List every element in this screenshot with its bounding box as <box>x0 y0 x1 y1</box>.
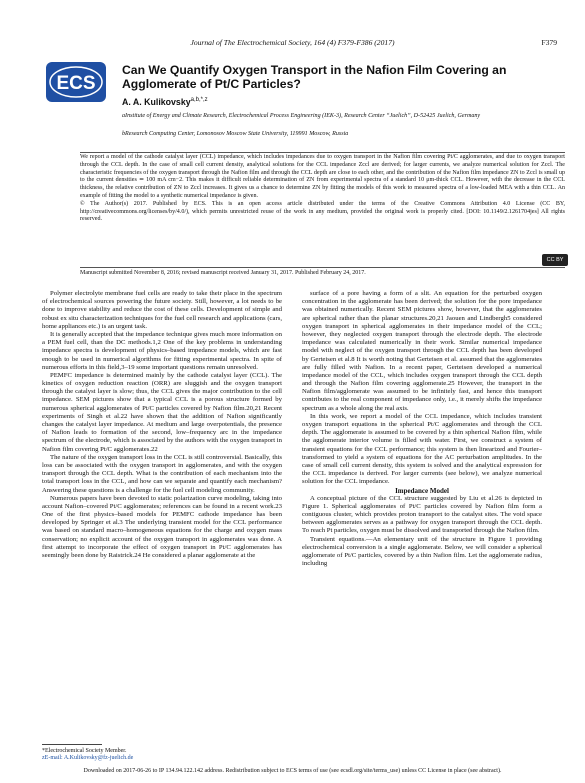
page-number: F379 <box>541 38 557 47</box>
section-heading: Impedance Model <box>395 486 449 495</box>
article-title: Can We Quantify Oxygen Transport in the Nafion Film Covering an Agglomerate of Pt/C Particles? <box>122 63 507 91</box>
cc-by-badge[interactable]: CC BY <box>542 254 568 266</box>
download-footer: Downloaded on 2017-06-26 to IP 134.94.122.142 address. Redistribution subject to ECS terms of use (see ecsdl.org/site/terms_use) unless CC License in place (see abstract). <box>83 768 502 774</box>
author-superscripts: a,b,*,z <box>190 97 208 104</box>
abstract-text: We report a model of the cathode catalyst layer (CCL) impedance, which includes impedances due to oxygen transport in the Nafion film covering Pt/C agglomerates, and due to oxygen transport through the CCL depth. In the case of small cell current density, analytical solutions for the CCL impedance Zccl are derived; for larger currents, we analyze numerical solution for Zccl. The characteristic frequencies of the oxygen transport through the Nafion film and through the CCL depth are close to each other, and the contribution of the Nafion film impedance ZN to Zccl is small up to the current densities ≃ 100 mA cm−2. This makes it difficult reliable determination of ZN from experimental spectra of a standard 10 μm-thick CCL. However, with the decrease in the CCL thickness, the relative contribution of ZN to Zccl increases. It gives us a chance to determine ZN by fitting the models of this work to measured spectra of a low-loaded MEA with a thin CCL. An example of fitting the model to a synthetic numerical impedance is given. <box>80 154 565 199</box>
paragraph: surface of a pore having a form of a slit. An equation for the perturbed oxygen concentration in the agglomerate has been derived; the solution for the pore impedance was obtained numerically. Recent SEM pictures show, however, that the agglomerates are spherical rather than the planar structures.20,21 Jaouen and Lindbergh5 considered oxygen transport in spherical agglomerates in their impedance model of the CCL; however, they neglected oxygen transport through the electrode depth. The electrode impedance was calculated numerically in their work. Similar numerical impedance model with neglect of the oxygen transport through the CCL depth has been developed by Gerteisen et al.8 It is worth noting that Gerteisen et al. assumed that the agglomerates are fully filled with Nafion. In a recent paper, Gerteisen developed a numerical impedance model of the CCL, which includes oxygen transport through the CCL depth and through the Nafion film covering agglomerate.25 However, the transport in the Nafion film/agglomerate was assumed to be infinitely fast, and hence this transport contributes to the real component of impedance only, i.e., it merely shifts the impedance spectrum as a whole along the real axis. <box>302 290 542 412</box>
paragraph: Numerous papers have been devoted to static polarization curve modeling, taking into account Nafion–covered Pt/C agglomerates; references can be found in a recent work.23 One of the first physics–based models for PEMFC cathode impedance has been developed by Springer et al.3 The underlying transient model for the CCL performance was based on standard macro–homogeneous equations for the charge and oxygen mass conservation; no explicit account of the oxygen transport in agglomerates was done. A first attempt to incorporate the effect of oxygen transport in Pt/C agglomerates has seemingly been done by Raistrick.24 He considered a planar agglomerate at the <box>42 494 282 559</box>
manuscript-dates: Manuscript submitted November 8, 2016; revised manuscript received January 31, 2017. Published February 24, 2017. <box>80 270 366 276</box>
right-column <box>302 290 542 568</box>
footnote-member: *Electrochemical Society Member. <box>42 748 127 754</box>
license-text: © The Author(s) 2017. Published by ECS. This is an open access article distributed under the terms of the Creative Commons Attribution 4.0 License (CC BY, http://creativecommons.org/licenses/by/4.0/), which permits unrestricted reuse of the work in any medium, provided the original work is properly cited. [DOI: 10.1149/2.1261704jes] All rights reserved. <box>80 200 565 223</box>
paragraph: PEMFC impedance is determined mainly by the cathode catalyst layer (CCL). The kinetics of oxygen reduction reaction (ORR) are sluggish and the oxygen transport through the catalyst layer is slow; thus, the CCL gives the major contribution to the cell impedance. SEM pictures show that a typical CCL is a porous structure formed by numerous spherical agglomerates of Pt/C particles covered by Nafion film.20,21 Recent experiments of Singh et al.22 have shown that the addition of Nafion significantly changes the catalyst layer impedance. At medium and large overpotentials, the presence of Nafion leads to formation of the second, low–frequency arc in the impedance spectrum of the electrode, which is associated by the authors with the oxygen transport in Nafion film covering Pt/C agglomerates.22 <box>42 371 282 453</box>
ecs-logo <box>46 62 106 102</box>
footnote-email[interactable]: zE-mail: A.Kulikovsky@fz-juelich.de <box>42 755 134 761</box>
paragraph: In this work, we report a model of the CCL impedance, which includes transient oxygen transport equations in the spherical Pt/C agglomerates and through the CCL depth. The agglomerate is assumed to be covered by a thin spherical Nafion film, while the agglomerate interior volume is filled with water. First, we construct a system of transient equations for the CCL performance; this system is then linearized and Fourier–transformed to yield a system of equations for the AC perturbation amplitudes. In the case of small cell current density, this system is solved and the analytical expression for the CCL impedance is derived. For larger currents (see below), we analyze numerical solution for the CCL impedance. <box>302 412 542 486</box>
footnotes <box>42 748 282 762</box>
ecs-logo-text: ECS <box>56 73 96 94</box>
author-line <box>122 97 208 107</box>
affiliation-a: aInstitute of Energy and Climate Research, Electrochemical Process Engineering (IEK-3), Research Center “Juelich”, D-52425 Juelich, Germany <box>122 113 481 119</box>
author-name: A. A. Kulikovsky <box>122 97 191 107</box>
footnote-rule <box>42 744 102 745</box>
abstract <box>80 154 565 224</box>
affiliation-b: bResearch Computing Center, Lomonosov Moscow State University, 119991 Moscow, Russia <box>122 131 349 137</box>
journal-header: Journal of The Electrochemical Society, 164 (4) F379-F386 (2017) <box>190 38 395 47</box>
paragraph: The nature of the oxygen transport loss in the CCL is still controversial. Basically, this loss can be associated with the oxygen transport in agglomerates, and with the oxygen transport through the CCL depth. What is the contribution of each mechanism into the total transport loss in the CCL, and how can we separate and quantify each mechanism? Answering these questions is a challenge for the fuel cell modeling community. <box>42 453 282 494</box>
paragraph: A conceptual picture of the CCL structure suggested by Liu et al.26 is depicted in Figure 1. Spherical agglomerates of Pt/C particles covered by Nafion film form a contiguous cluster, which provides proton transport to the catalyst sites. The void space between agglomerates serves as a pathway for oxygen transport through the CCL depth. To reach Pt particles, oxygen must be dissolved and transported through the Nafion film. <box>302 494 542 535</box>
paragraph: Transient equations.—An elementary unit of the structure in Figure 1 providing electrochemical conversion is a single agglomerate. Below, we will consider a spherical agglomerate of Pt/C particles, covered by a thin Nafion film. Let the agglomerate radius, including <box>302 535 542 568</box>
paragraph: Polymer electrolyte membrane fuel cells are ready to take their place in the spectrum of electrochemical sources powering the future society. Still, however, a lot needs to be done to improve stability and reduce the cost of these cells. Development of simple and robust ex situ characterization techniques for the fuel cell research and applications (cars, home appliances etc.) is an urgent task. <box>42 290 282 330</box>
left-column <box>42 290 282 560</box>
paragraph: It is generally accepted that the impedance technique gives much more information on a PEM fuel cell, than the DC methods.1,2 One of the key problems in understanding impedance spectra is development of physics–based impedance models, which are fast enough to be used in numerical algorithms for fitting experimental spectra. In spite of numerous efforts in this field,3–19 some important questions remain unresolved. <box>42 330 282 371</box>
